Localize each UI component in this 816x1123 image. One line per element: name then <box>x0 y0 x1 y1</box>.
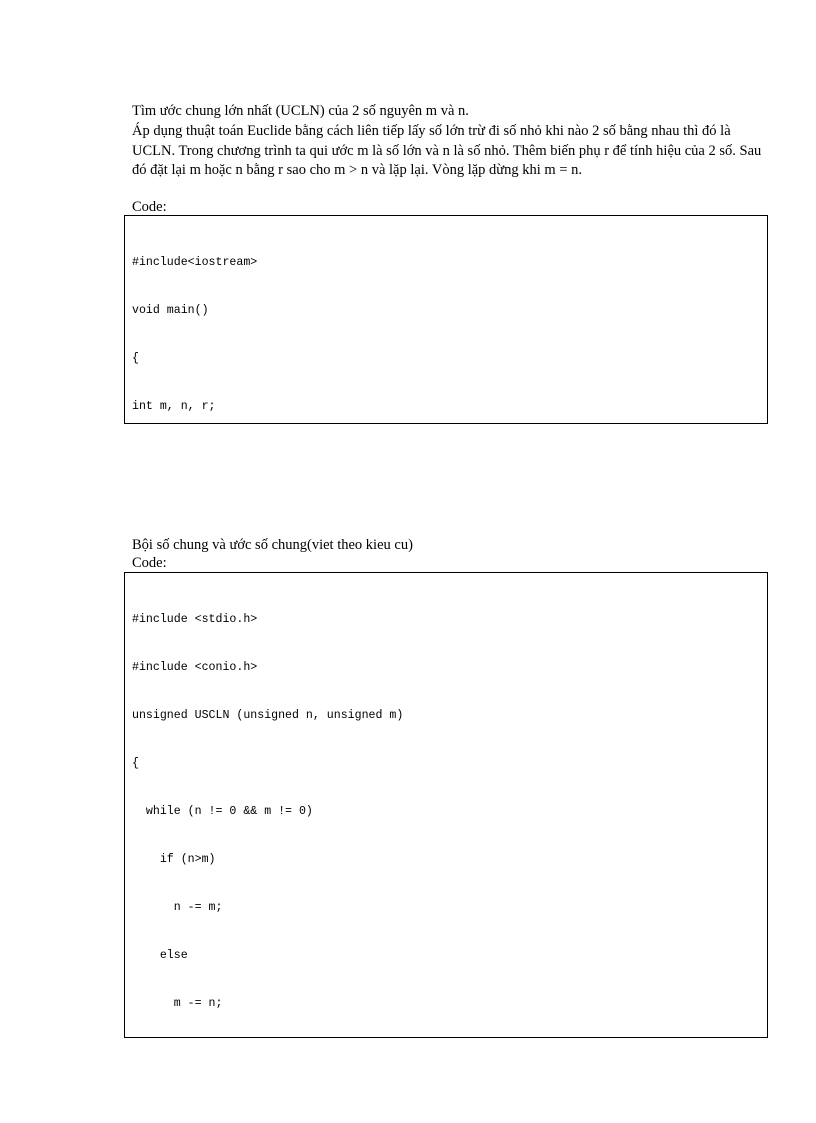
code-line: while (n != 0 && m != 0) <box>132 805 313 818</box>
code-line: else <box>132 949 188 962</box>
code-line: if (n>m) <box>132 853 216 866</box>
code-line: int m, n, r; <box>132 400 216 413</box>
section1-description: Áp dụng thuật toán Euclide bằng cách liên tiếp lấy số lớn trừ đi số nhỏ khi nào 2 số bằng nhau thì đó là UCLN. Trong chương trình ta qui ước m là số lớn và n là số nhỏ. Thêm biến phụ r để tính hiệu của 2 số. Sau đó đặt lại m hoặc n bằng r sao cho m > n và lặp lại. Vòng lặp dừng khi m = n. <box>132 123 762 178</box>
section2-code-block <box>124 572 768 1038</box>
code-line: #include <conio.h> <box>132 661 258 674</box>
section1-code-block <box>124 215 768 424</box>
section2-title: Bội số chung và ước số chung(viet theo kieu cu) <box>132 537 413 553</box>
code-line: #include<iostream> <box>132 256 258 269</box>
code-line: { <box>132 352 139 365</box>
section2-code-label: Code: <box>132 555 167 571</box>
code-line: void main() <box>132 304 209 317</box>
code-line: m -= n; <box>132 997 223 1010</box>
code-line: #include <stdio.h> <box>132 613 258 626</box>
code-line: unsigned USCLN (unsigned n, unsigned m) <box>132 709 404 722</box>
section1-title: Tìm ước chung lớn nhất (UCLN) của 2 số nguyên m và n. <box>132 103 469 119</box>
code-line: n -= m; <box>132 901 223 914</box>
code-line: { <box>132 757 139 770</box>
section1-code-label: Code: <box>132 199 167 215</box>
